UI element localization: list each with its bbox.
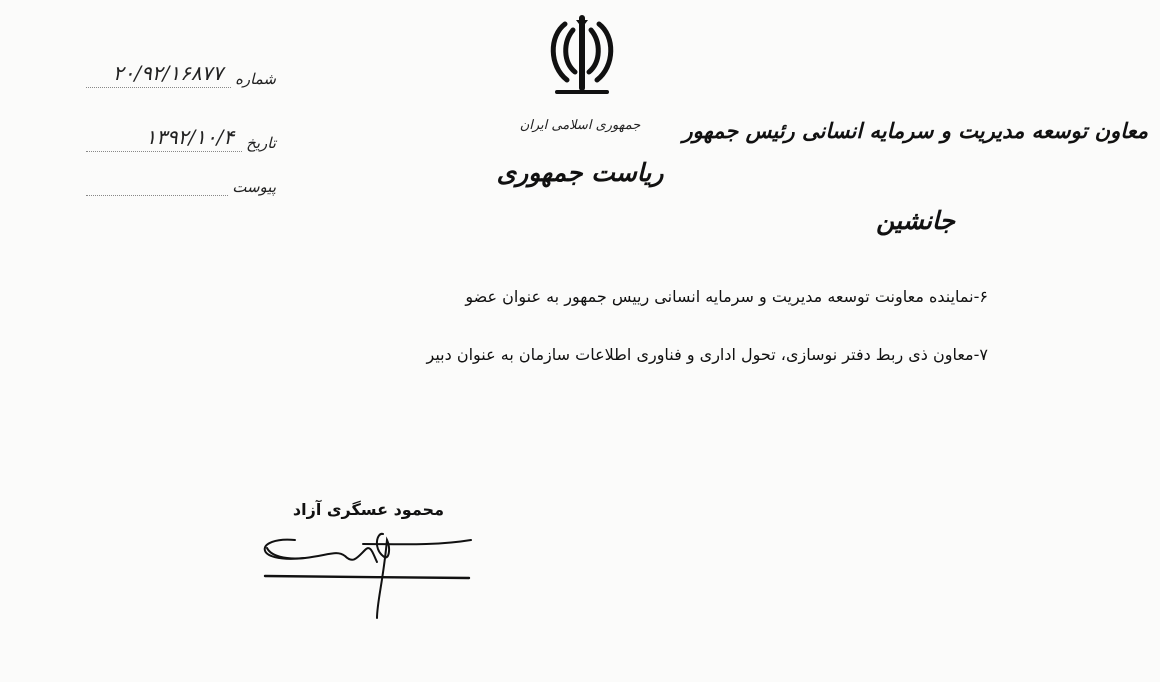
handwritten-signature (245, 522, 475, 622)
reference-number-row (86, 58, 276, 88)
body-line-6: ۶-نماینده معاونت توسعه مدیریت و سرمایه انسانی رییس جمهور به عنوان عضو (465, 287, 988, 306)
reference-date-value: ۱۳۹۲/۱۰/۴ (145, 125, 235, 149)
reference-number-value: ۲۰/۹۲/۱۶۸۷۷ (112, 61, 224, 85)
reference-date-line (86, 125, 242, 152)
reference-date-row (86, 122, 276, 152)
body-line-7: ۷-معاون ذی ربط دفتر نوسازی، تحول اداری و فناوری اطلاعات سازمان به عنوان دبیر (426, 345, 988, 364)
reference-number-line (86, 61, 231, 88)
letterhead-office: ریاست جمهوری (496, 158, 664, 187)
signer-name: محمود عسگری آزاد (292, 500, 444, 519)
letterhead-sender: معاون توسعه مدیریت و سرمایه انسانی رئیس جمهور (682, 118, 1148, 143)
body-heading: جانشین (876, 206, 955, 235)
reference-attachment-row (86, 166, 276, 196)
reference-attachment-line (86, 177, 228, 196)
reference-attachment-label: پیوست (232, 178, 276, 196)
reference-date-label: تاریخ (246, 134, 276, 152)
reference-number-label: شماره (235, 70, 276, 88)
national-emblem-icon (545, 14, 619, 98)
letterhead-country: جمهوری اسلامی ایران (519, 118, 641, 133)
